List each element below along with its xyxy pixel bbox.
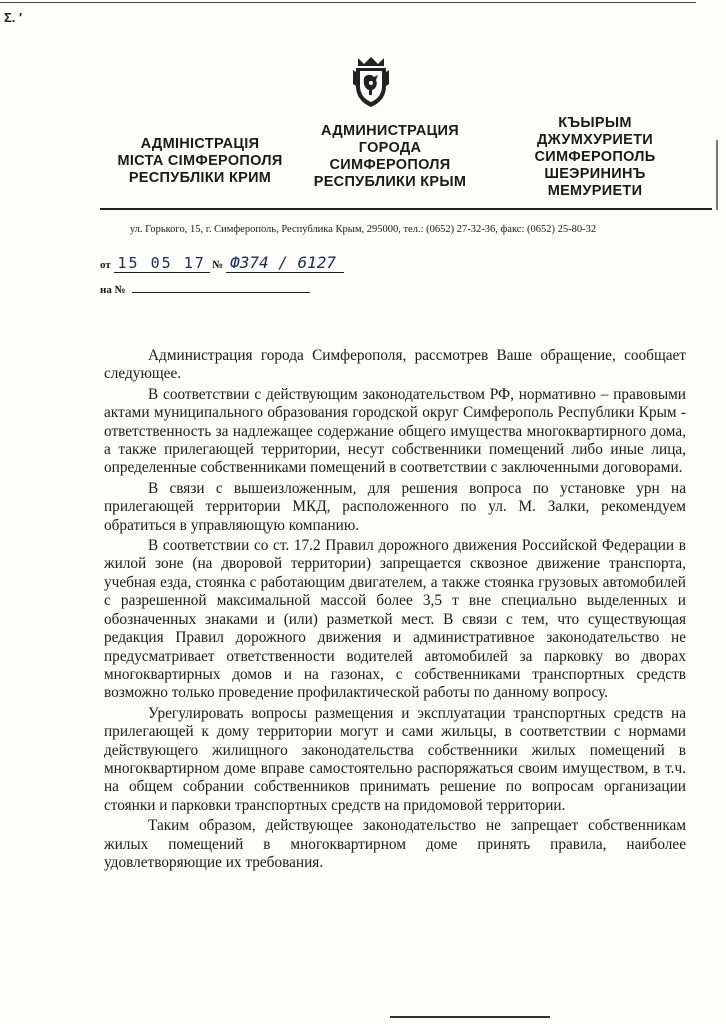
- letterhead-line: КЪЫРЫМ: [558, 115, 632, 131]
- letter-body: [104, 347, 686, 872]
- body-paragraph: В связи с вышеизложенным, для решения вопроса по установке урн на прилегающей территории МКД, расположенного по ул. М. Залки, рекомендуем обратиться в управляющую компанию.: [104, 479, 686, 534]
- handwritten-date: 15 05 17: [114, 254, 210, 273]
- corner-mark: Σ. ′: [4, 10, 23, 25]
- address-line: ул. Горького, 15, г. Симферополь, Республика Крым, 295000, тел.: (0652) 27-32-36, факс: (0652) 25-80-32: [129, 224, 597, 235]
- number-label: №: [212, 259, 224, 271]
- letterhead-line: МЕМУРИЕТИ: [547, 183, 643, 199]
- letterhead-line: ГОРОДА: [358, 140, 422, 156]
- letterhead-russian: [290, 123, 490, 191]
- scan-top-edge: [0, 2, 696, 3]
- letterhead: [0, 115, 726, 208]
- body-paragraph: В соответствии с действующим законодательством РФ, нормативно – правовыми актами муниципального образования городской округ Симферополь Республики Крым - ответственность за надлежащее содержание общего имущества многоквартирного дома, а также прилегающей территории, несут собственники помещений либо иные лица, определенные собственниками помещений в соответствии с заключенными договорами.: [104, 385, 686, 477]
- letterhead-line: СИМФЕРОПОЛЬ: [534, 149, 656, 165]
- handwritten-number: Ф374 / 6127: [226, 253, 344, 273]
- letterhead-line: ШЕЭРИНИНЪ: [544, 166, 646, 182]
- letterhead-line: РЕСПУБЛИКИ КРЫМ: [313, 174, 467, 190]
- reply-to-row: [100, 284, 310, 296]
- body-paragraph: Администрация города Симферополя, рассмотрев Ваше обращение, сообщает следующее.: [104, 347, 686, 383]
- letterhead-line: МІСТА СІМФЕРОПОЛЯ: [117, 153, 283, 169]
- letterhead-ukrainian: [100, 136, 300, 187]
- body-paragraph: В соответствии со ст. 17.2 Правил дорожного движения Российской Федерации в жилой зоне (на дворовой территории) запрещается сквозное движение транспорта, учебная езда, стоянка с работающим двигателем, а также стоянка грузовых автомобилей с разрешенной максимальной массой более 3,5 т вне специально выделенных и обозначенных знаками и (или) разметкой мест. В связи с тем, что существующая редакция Правил дорожного движения и административное законодательство не предусматривает ответственности водителей автомобилей за парковку во дворах многоквартирных домов и на газонах, с собственниками транспортных средств возможно только проведение профилактической работы по данному вопросу.: [104, 537, 686, 702]
- scan-bottom-edge: [390, 1016, 550, 1018]
- reply-to-blank: [132, 292, 310, 293]
- letterhead-line: РЕСПУБЛІКИ КРИМ: [128, 170, 272, 186]
- letterhead-line: ДЖУМХУРИЕТИ: [537, 132, 653, 148]
- letterhead-line: АДМИНИСТРАЦИЯ: [321, 123, 459, 139]
- letterhead-line: АДМІНІСТРАЦІЯ: [140, 136, 260, 152]
- letterhead-line: СИМФЕРОПОЛЯ: [329, 157, 451, 173]
- date-label: от: [100, 259, 111, 271]
- crimea-coat-of-arms-icon: [352, 56, 390, 108]
- reference-row: [100, 253, 344, 273]
- letterhead-crimean-tatar: [490, 115, 700, 200]
- reply-to-label: на №: [100, 284, 126, 296]
- body-paragraph: Урегулировать вопросы размещения и эксплуатации транспортных средств на прилегающей к дому территории могут и сами жильцы, в соответствии с нормами действующего жилищного законодательства собственники жилых помещений в многоквартирном доме вправе самостоятельно распоряжаться своим имуществом, в т.ч. на общем собрании собственников принимать решение по вопросам организации стоянки и парковки транспортных средств на придомовой территории.: [104, 704, 686, 814]
- body-paragraph: Таким образом, действующее законодательство не запрещает собственникам жилых помещений в многоквартирном доме принять правила, наиболее удовлетворяющие их требования.: [104, 817, 686, 871]
- letterhead-divider: [100, 208, 712, 210]
